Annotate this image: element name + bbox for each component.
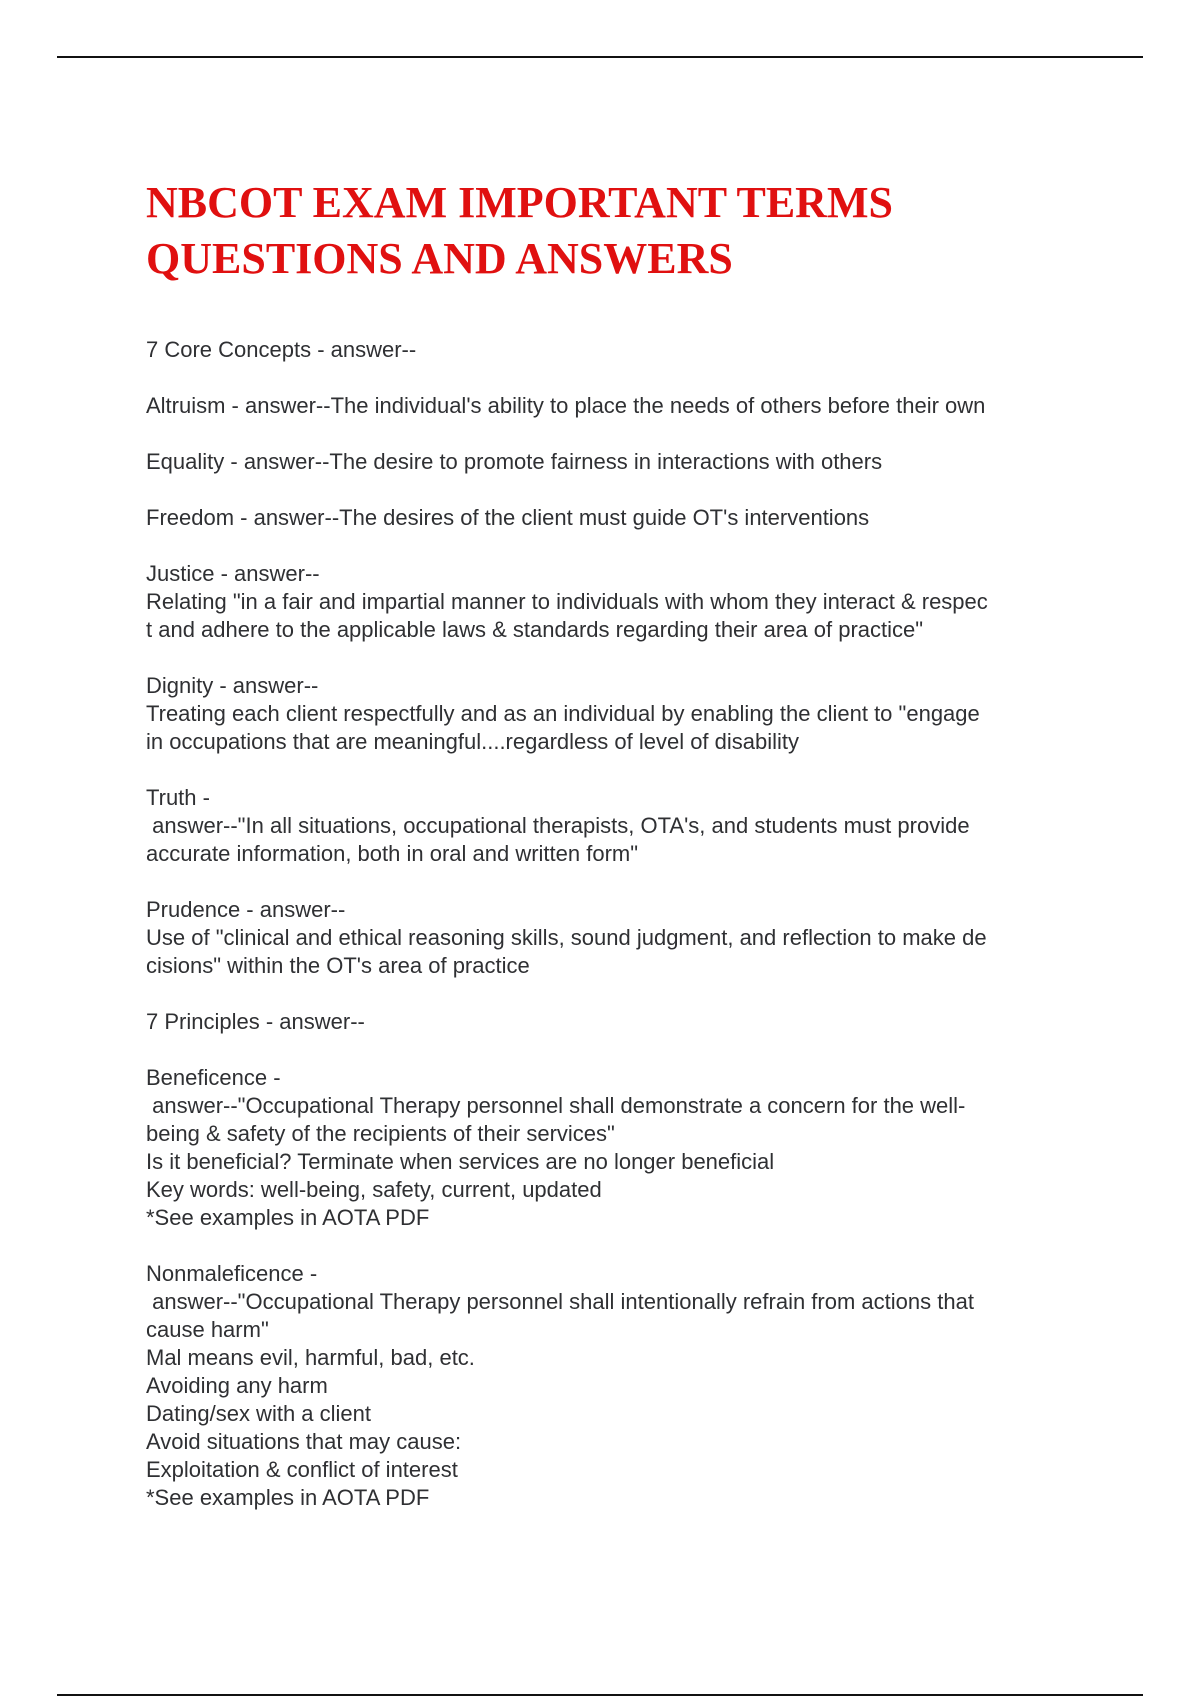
entry-text-line: Justice - answer--: [146, 561, 320, 586]
qa-entry: [146, 1008, 1066, 1036]
entry-text-line: Dignity - answer--: [146, 673, 319, 698]
top-rule: [57, 56, 1143, 58]
qa-entry: [146, 448, 1066, 476]
entry-text-line: answer--"In all situations, occupational therapists, OTA's, and students must provide: [146, 813, 970, 838]
entry-text-line: answer--"Occupational Therapy personnel shall demonstrate a concern for the well-: [146, 1093, 966, 1118]
entry-text-line: t and adhere to the applicable laws & standards regarding their area of practice": [146, 617, 924, 642]
entry-text-line: Avoiding any harm: [146, 1373, 328, 1398]
qa-entry: [146, 392, 1066, 420]
qa-entry: [146, 784, 1066, 868]
entry-text-line: Key words: well-being, safety, current, updated: [146, 1177, 602, 1202]
entry-text-line: *See examples in AOTA PDF: [146, 1485, 430, 1510]
entry-text-line: Is it beneficial? Terminate when services are no longer beneficial: [146, 1149, 775, 1174]
entry-text-line: Mal means evil, harmful, bad, etc.: [146, 1345, 475, 1370]
entry-text-line: Beneficence -: [146, 1065, 281, 1090]
qa-entry: [146, 560, 1066, 644]
entry-text-line: in occupations that are meaningful....regardless of level of disability: [146, 729, 800, 754]
entry-text-line: Prudence - answer--: [146, 897, 346, 922]
qa-entry: [146, 336, 1066, 364]
entry-text-line: Altruism - answer--The individual's ability to place the needs of others before their own: [146, 393, 986, 418]
entry-text-line: Dating/sex with a client: [146, 1401, 371, 1426]
page-title: [146, 175, 1046, 287]
qa-entry: [146, 672, 1066, 756]
entry-text-line: Relating "in a fair and impartial manner to individuals with whom they interact & respec: [146, 589, 988, 614]
entry-text-line: accurate information, both in oral and written form": [146, 841, 639, 866]
title-line-2: QUESTIONS AND ANSWERS: [146, 234, 733, 283]
entry-text-line: Exploitation & conflict of interest: [146, 1457, 458, 1482]
qa-entry: [146, 1260, 1066, 1512]
qa-entry: [146, 504, 1066, 532]
bottom-rule: [57, 1694, 1143, 1696]
entry-text-line: Equality - answer--The desire to promote fairness in interactions with others: [146, 449, 883, 474]
entry-text-line: 7 Core Concepts - answer--: [146, 337, 417, 362]
title-line-1: NBCOT EXAM IMPORTANT TERMS: [146, 178, 893, 227]
entry-text-line: cisions" within the OT's area of practice: [146, 953, 530, 978]
qa-entry: [146, 1064, 1066, 1232]
entry-text-line: *See examples in AOTA PDF: [146, 1205, 430, 1230]
entry-text-line: Nonmaleficence -: [146, 1261, 318, 1286]
document-body: [146, 336, 1066, 1540]
entry-text-line: cause harm": [146, 1317, 269, 1342]
qa-entry: [146, 896, 1066, 980]
entry-text-line: Use of "clinical and ethical reasoning skills, sound judgment, and reflection to make de: [146, 925, 987, 950]
entry-text-line: Treating each client respectfully and as an individual by enabling the client to "engage: [146, 701, 980, 726]
entry-text-line: answer--"Occupational Therapy personnel shall intentionally refrain from actions that: [146, 1289, 974, 1314]
entry-text-line: 7 Principles - answer--: [146, 1009, 365, 1034]
entry-text-line: Avoid situations that may cause:: [146, 1429, 462, 1454]
entry-text-line: Truth -: [146, 785, 210, 810]
entry-text-line: Freedom - answer--The desires of the client must guide OT's interventions: [146, 505, 870, 530]
entry-text-line: being & safety of the recipients of their services": [146, 1121, 615, 1146]
